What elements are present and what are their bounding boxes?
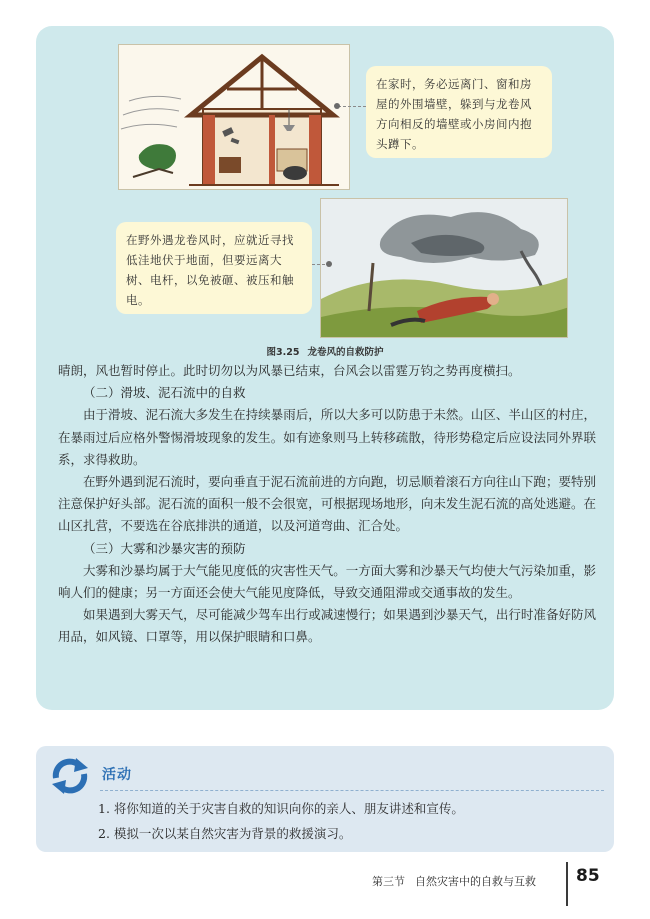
paragraph: 由于滑坡、泥石流大多发生在持续暴雨后，所以大多可以防患于未然。山区、半山区的村庄，在暴雨过后应格外警惕滑坡现象的发生。如有迹象则马上转移疏散，待形势稳定后应设法同外界联系，求得救助。: [58, 407, 596, 467]
note-outdoor-safety: 在野外遇龙卷风时，应就近寻找低洼地伏于地面，但要远离大树、电杆，以免被砸、被压和触电。: [116, 222, 312, 314]
section-heading-fog: （三）大雾和沙暴灾害的预防: [83, 540, 246, 556]
connector-line: [338, 106, 366, 107]
field-illustration: [320, 198, 568, 338]
body-text: [58, 360, 596, 649]
activity-title: 活动: [102, 767, 132, 783]
paragraph: 在野外遇到泥石流时，要向垂直于泥石流前进的方向跑，切忌顺着滚石方向往山下跑；要特别注意保护好头部。泥石流的面积一般不会很宽，可根据现场地形，向未发生泥石流的高处逃避。在山区扎营，不要选在谷底排洪的通道，以及河道弯曲、汇合处。: [58, 474, 596, 534]
cycle-arrows-icon: [46, 752, 94, 800]
connector-dot: [326, 261, 332, 267]
figure-number: 图3.25: [266, 347, 300, 358]
figure-caption: [0, 344, 650, 358]
section-label: 第三节: [372, 875, 405, 888]
section-title: 自然灾害中的自救与互救: [415, 875, 536, 888]
connector-dot: [334, 103, 340, 109]
activity-list: [98, 796, 464, 846]
house-illustration: [118, 44, 350, 190]
list-item: 1. 将你知道的关于灾害自救的知识向你的亲人、朋友讲述和宣传。: [98, 801, 464, 816]
paragraph: 大雾和沙暴均属于大气能见度低的灾害性天气。一方面大雾和沙暴天气均使大气污染加重，影响人们的健康；另一方面还会使大气能见度降低，导致交通阻滞或交通事故的发生。: [58, 562, 596, 601]
figure-caption-text: 龙卷风的自救防护: [307, 347, 384, 358]
paragraph: 如果遇到大雾天气，尽可能减少驾车出行或减速慢行；如果遇到沙暴天气，出行时准备好防风用品，如风镜、口罩等，用以保护眼睛和口鼻。: [58, 607, 596, 645]
section-heading-landslide: （二）滑坡、泥石流中的自救: [83, 385, 246, 401]
footer-section-title: [372, 873, 536, 889]
paragraph: 晴朗，风也暂时停止。此时切勿以为风暴已结束，台风会以雷霆万钧之势再度横扫。: [58, 363, 521, 378]
note-home-safety: 在家时，务必远离门、窗和房屋的外围墙壁，躲到与龙卷风方向相反的墙壁或小房间内抱头蹲下。: [366, 66, 552, 158]
divider: [100, 790, 604, 791]
page-number: 85: [576, 866, 600, 886]
list-item: 2. 模拟一次以某自然灾害为背景的救援演习。: [98, 826, 352, 841]
divider: [566, 862, 568, 906]
